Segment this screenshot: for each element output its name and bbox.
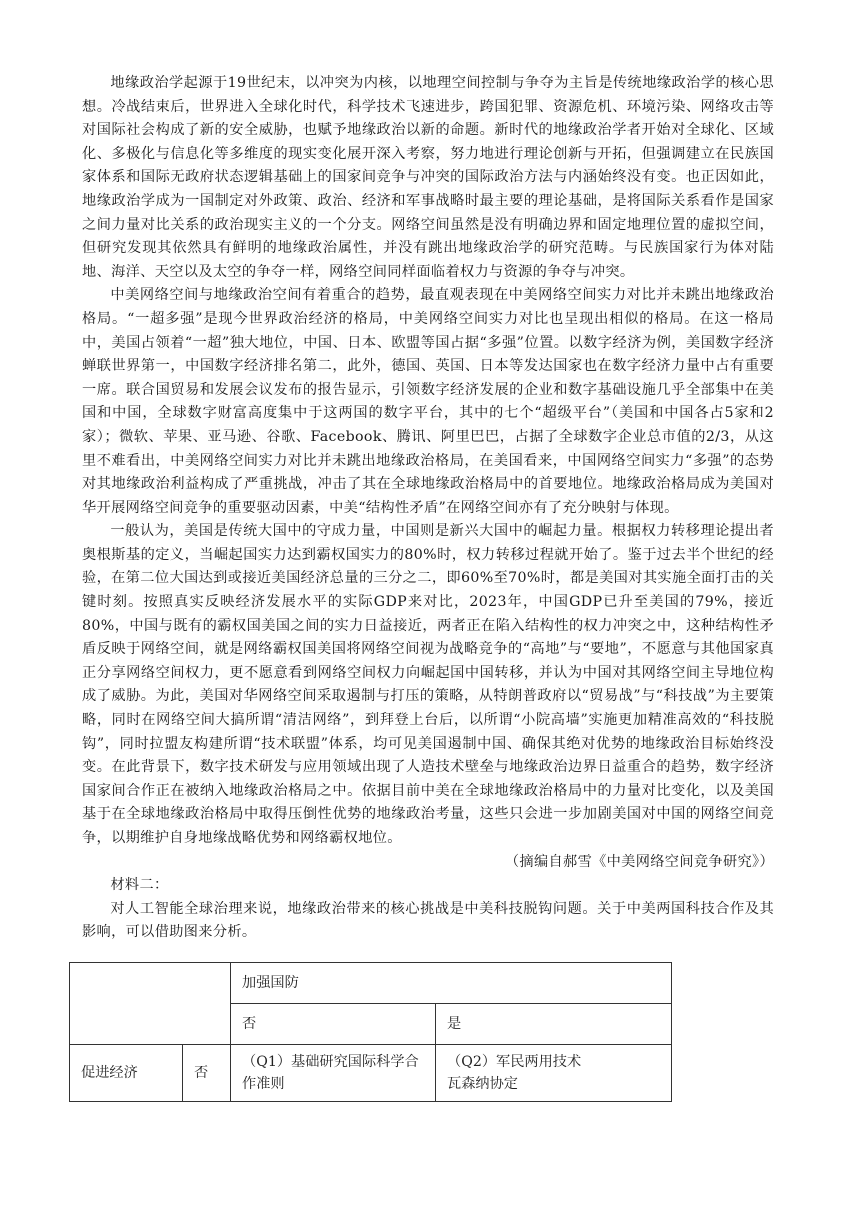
col-header-defense: 加强国防 (231, 963, 672, 1004)
material-2-label: 材料二： (110, 877, 169, 894)
col-header-no: 否 (231, 1004, 436, 1045)
cell-q1: （Q1）基础研究国际科学合作准则 (231, 1045, 436, 1102)
row-header-no: 否 (183, 1045, 231, 1102)
paragraph-3: 一般认为，美国是传统大国中的守成力量，中国则是新兴大国中的崛起力量。根据权力转移理论提出者奥根斯基的定义，当崛起国实力达到霸权国实力的80%时，权力转移过程就开始了。鉴于过去半个世纪的经验，在第二位大国达到或接近美国经济总量的三分之二，即60%至70%时，都是美国对其实施全面打击的关键时刻。按照真实反映经济发展水平的实际GDP来对比，2023年，中国GDP已升至美国的79%，接近80%，中国与既有的霸权国美国之间的实力日益接近，两者正在陷入结构性的权力冲突之中，这种结构性矛盾反映于网络空间，就是网络霸权国美国将网络空间视为战略竞争的“高地”与“要地”，不愿意与其他国家真正分享网络空间权力，更不愿意看到网络空间权力向崛起国中国转移，并认为中国对其网络空间主导地位构成了威胁。为此，美国对华网络空间采取遏制与打压的策略，从特朗普政府以“贸易战”与“科技战”为主要策略，同时在网络空间大搞所谓“清洁网络”，到拜登上台后，以所谓“小院高墙”实施更加精准高效的“科技脱钩”，同时拉盟友构建所谓“技术联盟”体系，均可见美国遏制中国、确保其绝对优势的地缘政治目标始终没变。在此背景下，数字技术研发与应用领域出现了人造技术壁垒与地缘政治边界日益重合的趋势，数字经济国家间合作正在被纳入地缘政治格局之中。依据目前中美在全球地缘政治格局中的力量对比变化，以及美国基于在全球地缘政治格局中取得压倒性优势的地缘政治考量，这些只会进一步加剧美国对中国的网络空间竞争，以期维护自身地缘战略优势和网络霸权地位。 (82, 523, 774, 846)
table-corner-cell (70, 963, 231, 1045)
cooperation-matrix-table (69, 962, 672, 1102)
paragraph-1: 地缘政治学起源于19世纪末，以冲突为内核，以地理空间控制与争夺为主旨是传统地缘政治学的核心思想。冷战结束后，世界进入全球化时代，科学技术飞速进步，跨国犯罪、资源危机、环境污染、网络攻击等对国际社会构成了新的安全威胁，也赋予地缘政治以新的命题。新时代的地缘政治学者开始对全球化、区域化、多极化与信息化等多维度的现实变化展开深入考察，努力地进行理论创新与开拓，但强调建立在民族国家体系和国际无政府状态逻辑基础上的国家间竞争与冲突的国际政治方法与内涵始终没有变。也正因如此，地缘政治学成为一国制定对外政策、政治、经济和军事战略时最主要的理论基础，是将国际关系看作是国家之间力量对比关系的政治现实主义的一个分支。网络空间虽然是没有明确边界和固定地理位置的虚拟空间，但研究发现其依然具有鲜明的地缘政治属性，并没有跳出地缘政治学的研究范畴。与民族国家行为体对陆地、海洋、天空以及太空的争夺一样，网络空间同样面临着权力与资源的争夺与冲突。 (82, 75, 774, 280)
cell-q2 (436, 1045, 672, 1102)
table-row (70, 963, 672, 1004)
row-header-economy: 促进经济 (70, 1045, 183, 1102)
paragraph-2: 中美网络空间与地缘政治空间有着重合的趋势，最直观表现在中美网络空间实力对比并未跳出地缘政治格局。“一超多强”是现今世界政治经济的格局，中美网络空间实力对比也呈现出相似的格局。在这一格局中，美国占领着“一超”独大地位，中国、日本、欧盟等国占据“多强”位置。以数字经济为例，美国数字经济蝉联世界第一，中国数字经济排名第二，此外，德国、英国、日本等发达国家也在数字经济力量中占有重要一席。联合国贸易和发展会议发布的报告显示，引领数字经济发展的企业和数字基础设施几乎全部集中在美国和中国，全球数字财富高度集中于这两国的数字平台，其中的七个“超级平台”（美国和中国各占5家和2家）；微软、苹果、亚马逊、谷歌、Facebook、腾讯、阿里巴巴，占据了全球数字企业总市值的2/3，从这里不难看出，中美网络空间实力对比并未跳出地缘政治格局，在美国看来，中国网络空间实力“多强”的态势对其地缘政治利益构成了严重挑战，冲击了其在全球地缘政治格局中的首要地位。地缘政治格局成为美国对华开展网络空间竞争的重要驱动因素，中美“结构性矛盾”在网络空间亦有了充分映射与体现。 (82, 287, 774, 516)
cell-q2-line1: （Q2）军民两用技术 (447, 1054, 582, 1070)
cell-q2-line2: 瓦森纳协定 (447, 1076, 518, 1092)
source-citation: （摘编自郝雪《中美网络空间竞争研究》） (504, 853, 774, 870)
table-row (70, 1045, 672, 1102)
material-2-intro: 对人工智能全球治理来说，地缘政治带来的核心挑战是中美科技脱钩问题。关于中美两国科技合作及其影响，可以借助图来分析。 (82, 900, 774, 941)
article-body (82, 72, 774, 945)
col-header-yes: 是 (436, 1004, 672, 1045)
